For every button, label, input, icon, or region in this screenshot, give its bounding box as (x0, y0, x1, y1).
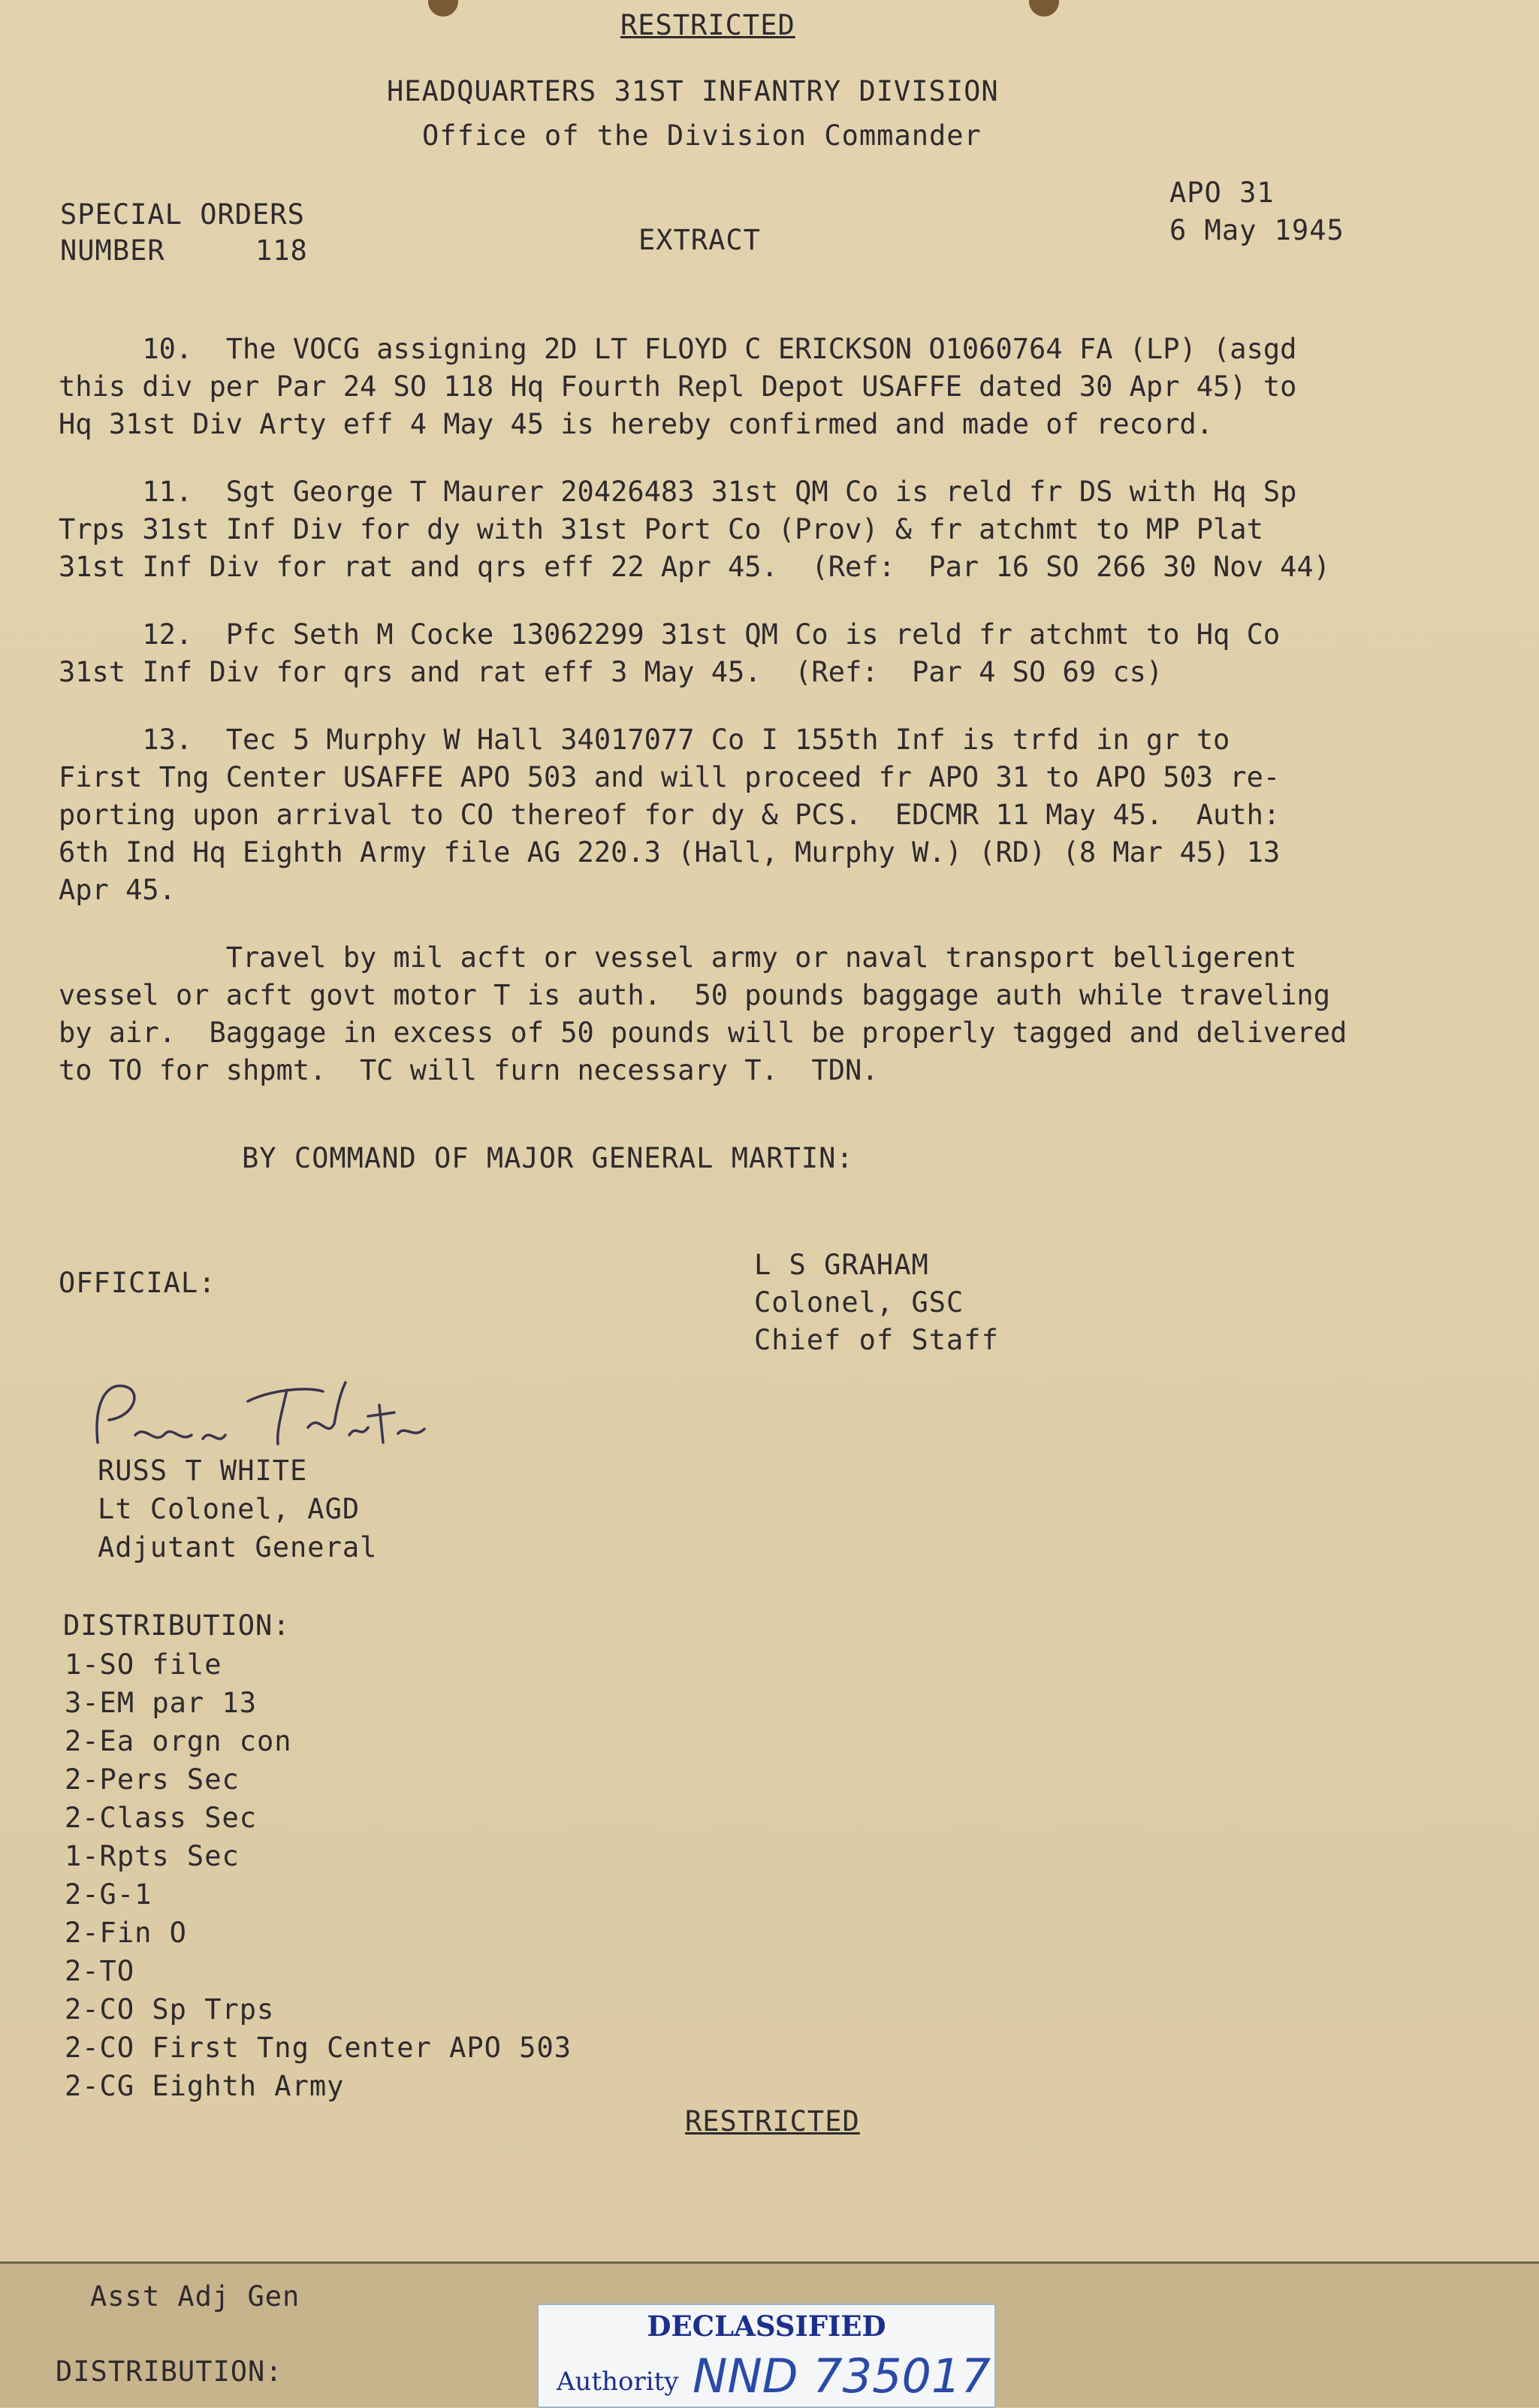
distribution-list (65, 1647, 572, 2102)
paragraph-line: porting upon arrival to CO thereof for dy & PCS. EDCMR 11 May 45. Auth: (59, 799, 1281, 831)
distribution-item: 2-TO (65, 1955, 135, 1987)
declassified-title: DECLASSIFIED (647, 2310, 886, 2343)
paragraph-line: 11. Sgt George T Maurer 20426483 31st QM Co is reld fr DS with Hq Sp (59, 476, 1297, 508)
signer-name: L S GRAHAM (754, 1249, 929, 1281)
signer-title: Chief of Staff (754, 1324, 999, 1356)
number-value: 118 (255, 234, 308, 267)
declassified-stamp (537, 2304, 996, 2408)
paragraph-line: Hq 31st Div Arty eff 4 May 45 is hereby confirmed and made of record. (59, 408, 1214, 440)
paragraph-line: Apr 45. (59, 874, 176, 906)
paragraph-line: 6th Ind Hq Eighth Army file AG 220.3 (Hall, Murphy W.) (RD) (8 Mar 45) 13 (59, 836, 1281, 869)
paragraph-line: Trps 31st Inf Div for dy with 31st Port Co (Prov) & fr atchmt to MP Plat (59, 513, 1263, 545)
paragraph-13 (59, 721, 1508, 909)
command-line: BY COMMAND OF MAJOR GENERAL MARTIN: (242, 1142, 854, 1174)
paragraph-12 (59, 616, 1508, 691)
distribution-item: 2-Class Sec (65, 1802, 258, 1834)
paragraph-line: Travel by mil acft or vessel army or naval transport belligerent (59, 941, 1297, 974)
paragraph-line: this div per Par 24 SO 118 Hq Fourth Repl Depot USAFFE dated 30 Apr 45) to (59, 370, 1297, 403)
paragraph-11 (59, 473, 1508, 586)
extract-label: EXTRACT (638, 224, 761, 256)
number-label: NUMBER (60, 234, 165, 267)
paragraph-line: vessel or acft govt motor T is auth. 50 pounds baggage auth while traveling (59, 979, 1330, 1011)
authenticator-title: Adjutant General (98, 1531, 378, 1564)
distribution-item: 1-Rpts Sec (65, 1840, 240, 1872)
authority-value: NND 735017 (693, 2349, 991, 2403)
paragraph-line: 13. Tec 5 Murphy W Hall 34017077 Co I 155th Inf is trfd in gr to (59, 724, 1230, 756)
distribution-item: 1-SO file (65, 1648, 222, 1681)
authenticator-name: RUSS T WHITE (98, 1455, 308, 1487)
distribution-item: 2-CO Sp Trps (65, 1993, 275, 2026)
asst-adj-gen: Asst Adj Gen (90, 2280, 300, 2313)
paragraph-line: 12. Pfc Seth M Cocke 13062299 31st QM Co is reld fr atchmt to Hq Co (59, 618, 1281, 651)
official-label: OFFICIAL: (59, 1267, 216, 1299)
hq-line: HEADQUARTERS 31ST INFANTRY DIVISION (387, 75, 999, 107)
authenticator-rank: Lt Colonel, AGD (98, 1493, 361, 1525)
paragraph-line: 10. The VOCG assigning 2D LT FLOYD C ERICKSON O1060764 FA (LP) (asgd (59, 333, 1297, 365)
handwritten-signature (90, 1375, 436, 1458)
apo-line: APO 31 (1169, 177, 1275, 209)
underlying-distribution-label: DISTRIBUTION: (56, 2355, 283, 2388)
paragraph-10 (59, 331, 1508, 443)
distribution-item: 2-Ea orgn con (65, 1725, 292, 1757)
paragraph-line: 31st Inf Div for rat and qrs eff 22 Apr 45. (Ref: Par 16 SO 266 30 Nov 44) (59, 551, 1330, 583)
staple-hole (1029, 0, 1059, 17)
order-date: 6 May 1945 (1169, 214, 1344, 246)
classification-top: RESTRICTED (620, 9, 795, 41)
distribution-item: 2-Pers Sec (65, 1763, 240, 1796)
travel-paragraph (59, 939, 1508, 1089)
distribution-item: 2-G-1 (65, 1878, 152, 1911)
distribution-item: 2-CG Eighth Army (65, 2070, 345, 2102)
paragraph-line: by air. Baggage in excess of 50 pounds will be properly tagged and delivered (59, 1017, 1347, 1049)
distribution-label: DISTRIBUTION: (63, 1609, 291, 1642)
distribution-item: 3-EM par 13 (65, 1687, 258, 1719)
distribution-item: 2-CO First Tng Center APO 503 (65, 2032, 572, 2064)
paragraph-line: 31st Inf Div for qrs and rat eff 3 May 45. (Ref: Par 4 SO 69 cs) (59, 656, 1163, 688)
orders-type: SPECIAL ORDERS (60, 198, 305, 231)
paragraph-line: First Tng Center USAFFE APO 503 and will proceed fr APO 31 to APO 503 re- (59, 761, 1281, 793)
office-line: Office of the Division Commander (422, 119, 982, 152)
authority-label: Authority (557, 2367, 679, 2397)
distribution-item: 2-Fin O (65, 1917, 187, 1949)
staple-hole (428, 0, 458, 17)
classification-bottom: RESTRICTED (685, 2105, 860, 2138)
paragraph-line: to TO for shpmt. TC will furn necessary T. TDN. (59, 1054, 879, 1086)
signer-rank: Colonel, GSC (754, 1286, 964, 1319)
